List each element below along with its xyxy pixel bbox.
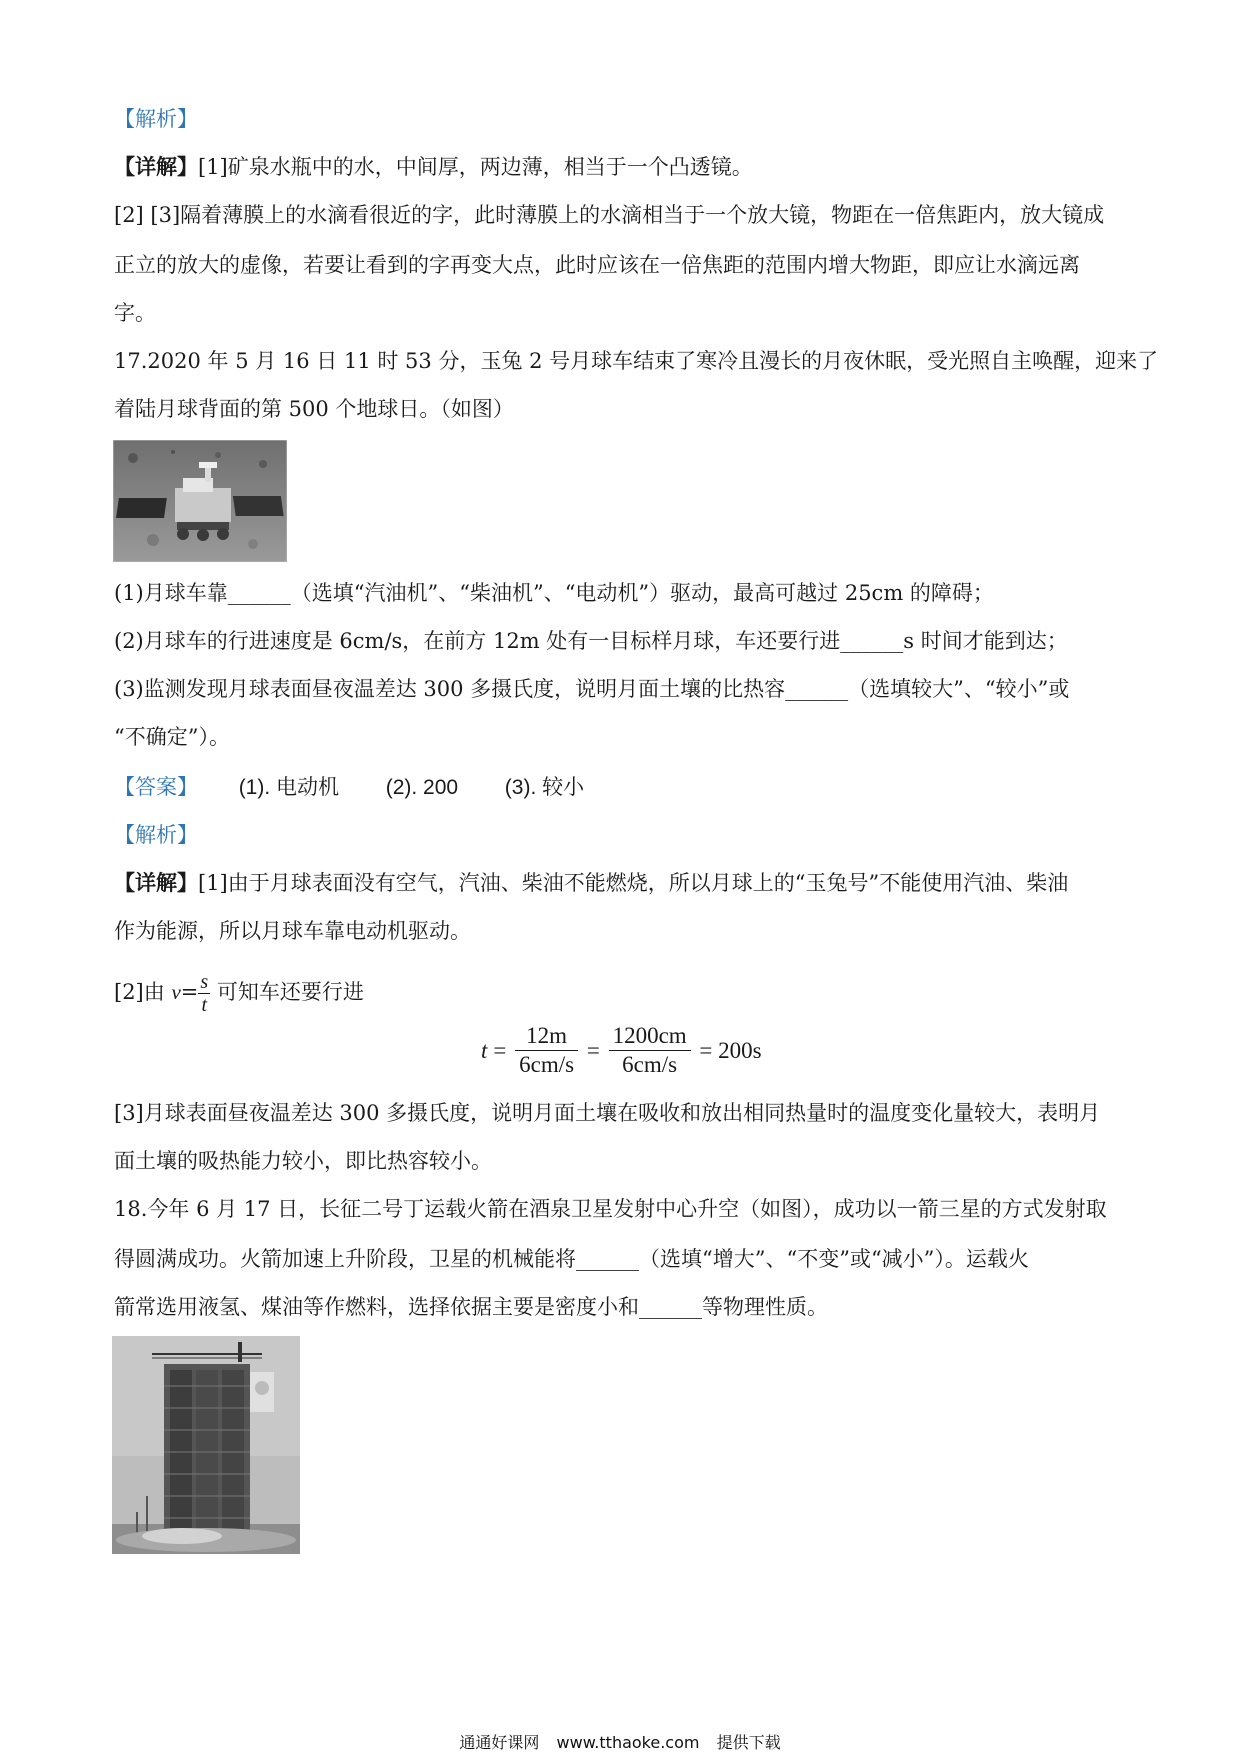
q17-detail-line-1 — [114, 868, 1068, 898]
q18-stem-line-2: 得圆满成功。火箭加速上升阶段，卫星的机械能将______（选填“增大”、“不变”或“减小”）。运载火 — [114, 1247, 1029, 1271]
rocket-launch-tower-photo — [112, 1336, 300, 1554]
eq-equals-1: = — [493, 1037, 507, 1063]
footer-site-name: 通通好课网 — [459, 1733, 540, 1752]
q17-stem-line-2: 着陆月球背面的第 500 个地球日。（如图） — [114, 397, 514, 421]
velocity-eq: = — [180, 980, 199, 1004]
q17-detail-line-2: 作为能源，所以月球车靠电动机驱动。 — [114, 919, 471, 943]
eq-fraction-1-den: 6cm/s — [519, 1052, 575, 1077]
s-over-t-fraction — [198, 971, 210, 1016]
xiangjie-line-1 — [114, 152, 753, 182]
footer-note: 提供下载 — [716, 1733, 781, 1752]
xiangjie-text: [1]矿泉水瓶中的水，中间厚，两边薄，相当于一个凸透镜。 — [198, 155, 753, 179]
q17-detail-line-4: [3]月球表面昼夜温差达 300 多摄氏度，说明月面土壤在吸收和放出相同热量时的温度变化量较大，表明月 — [114, 1101, 1101, 1125]
eq-equals-2: = — [586, 1037, 600, 1063]
q17-part-2: (2)月球车的行进速度是 6cm/s，在前方 12m 处有一目标样月球，车还要行进______s 时间才能到达； — [114, 629, 1068, 653]
q17-xiangjie-tag: 【详解】 — [114, 870, 198, 895]
analysis-line-3: 正立的放大的虚像，若要让看到的字再变大点，此时应该在一倍焦距的范围内增大物距，即应让水滴远离 — [114, 253, 1080, 277]
q17-detail-text-1: [1]由于月球表面没有空气，汽油、柴油不能燃烧，所以月球上的“玉兔号”不能使用汽油、柴油 — [198, 871, 1069, 895]
eq-fraction-2-den: 6cm/s — [622, 1052, 678, 1077]
q17-part-3: (3)监测发现月球表面昼夜温差达 300 多摄氏度，说明月面土壤的比热容______（选填较大”、“较小”或 — [114, 677, 1070, 701]
jiexi-heading: 【解析】 — [114, 107, 198, 131]
formula-suffix: 可知车还要行进 — [216, 980, 364, 1004]
q17-detail-line-5: 面土壤的吸热能力较小，即比热容较小。 — [114, 1149, 492, 1173]
q17-part-1: (1)月球车靠______（选填“汽油机”、“柴油机”、“电动机”）驱动，最高可越过 25cm 的障碍； — [114, 581, 994, 605]
eq-fraction-1-num: 12m — [515, 1022, 578, 1051]
analysis-line-4: 字。 — [114, 301, 156, 325]
time-equation — [478, 1022, 765, 1079]
eq-fraction-1 — [515, 1022, 578, 1079]
q17-jiexi-heading: 【解析】 — [114, 823, 198, 847]
answer-2: (2). 200 — [385, 776, 459, 799]
eq-t-symbol: t — [481, 1037, 488, 1063]
eq-fraction-2 — [609, 1022, 691, 1079]
formula-prefix: [2]由 — [114, 980, 165, 1004]
q17-stem-line-1: 17.2020 年 5 月 16 日 11 时 53 分，玉兔 2 号月球车结束了寒冷且漫长的月夜休眠，受光照自主唤醒，迎来了 — [114, 349, 1159, 373]
eq-result: = 200s — [699, 1037, 762, 1063]
footer-url[interactable]: www.tthaoke.com — [556, 1733, 700, 1752]
answer-3: (3). 较小 — [504, 776, 585, 799]
q17-answer-line — [114, 772, 584, 803]
q17-part-4: “不确定”）。 — [114, 725, 230, 749]
q18-stem-line-1: 18.今年 6 月 17 日，长征二号丁运载火箭在酒泉卫星发射中心升空（如图），成功以一箭三星的方式发射取 — [114, 1197, 1107, 1221]
fraction-numerator: s — [200, 971, 209, 993]
page-footer — [0, 1730, 1240, 1753]
q17-detail-line-3 — [114, 964, 364, 1020]
answer-tag: 【答案】 — [114, 775, 198, 799]
answer-1: (1). 电动机 — [238, 776, 340, 799]
fraction-denominator: t — [201, 994, 208, 1016]
q18-stem-line-3: 箭常选用液氢、煤油等作燃料，选择依据主要是密度小和______等物理性质。 — [114, 1295, 828, 1319]
analysis-line-2: [2] [3]隔着薄膜上的水滴看很近的字，此时薄膜上的水滴相当于一个放大镜，物距在一倍焦距内，放大镜成 — [114, 203, 1105, 227]
xiangjie-tag: 【详解】 — [114, 154, 198, 179]
velocity-symbol: v — [171, 980, 181, 1004]
eq-fraction-2-num: 1200cm — [609, 1022, 691, 1051]
lunar-rover-photo — [113, 440, 287, 562]
